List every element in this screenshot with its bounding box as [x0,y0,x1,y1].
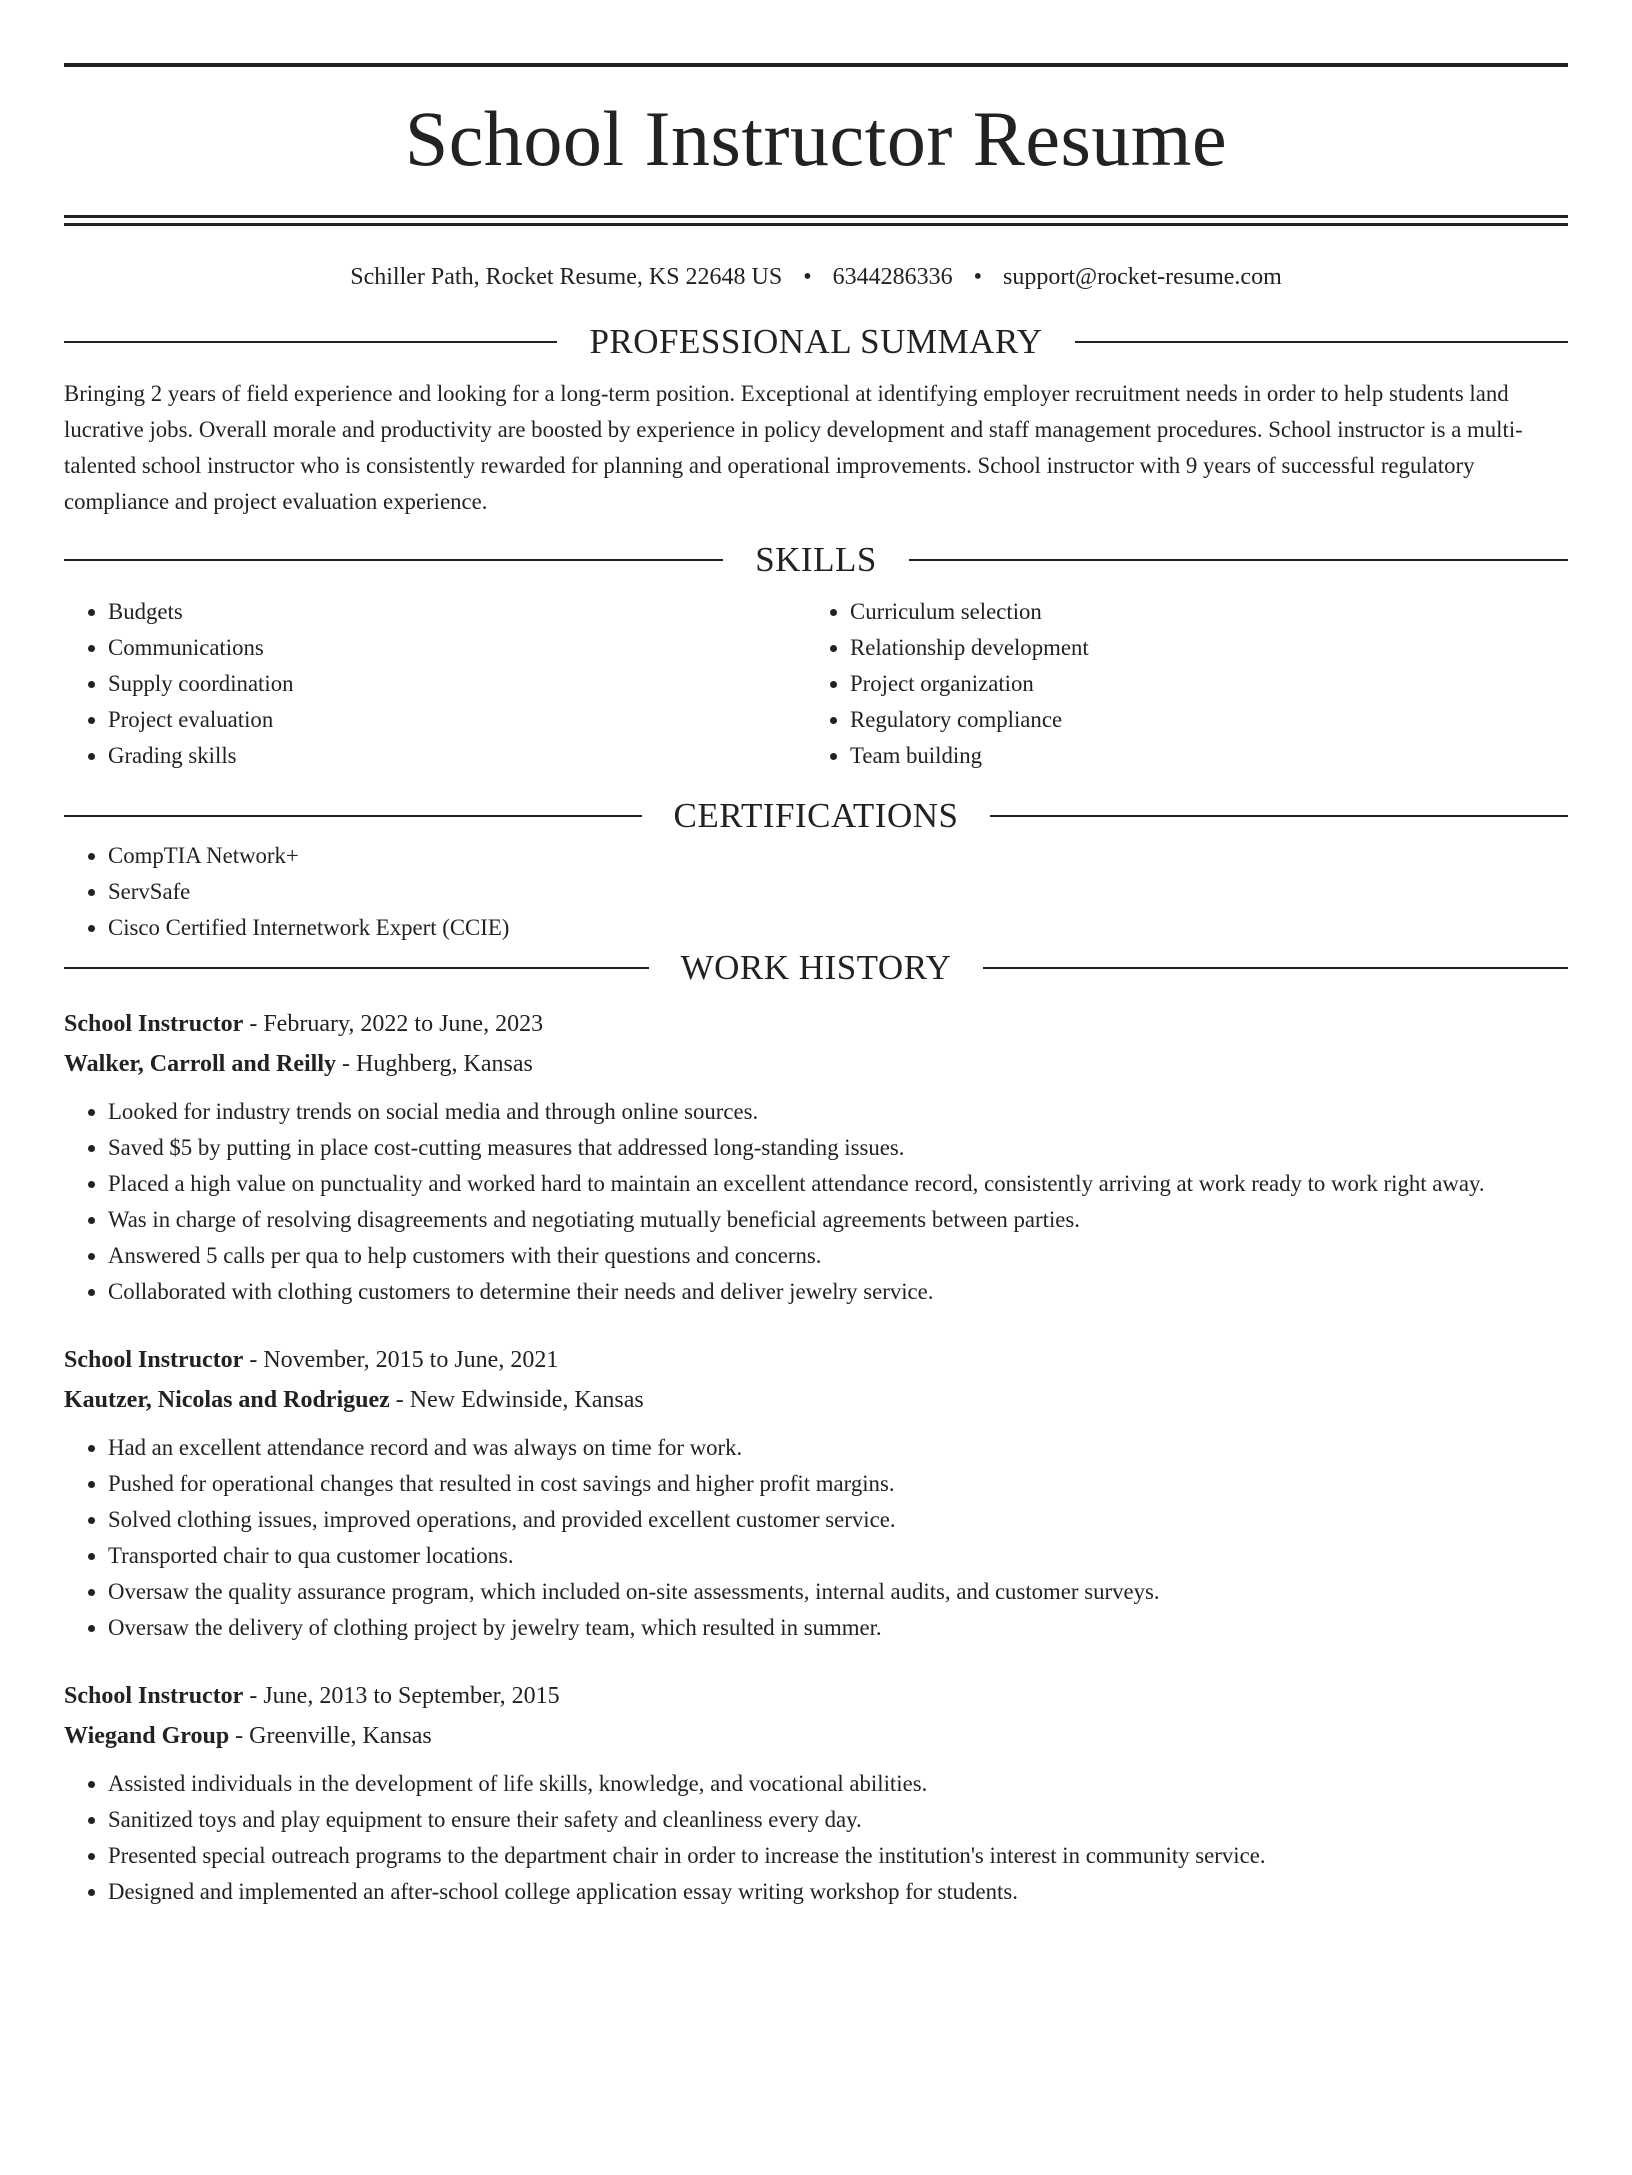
job-duty: • Assisted individuals in the development of life skills, knowledge, and vocational abilities. [108,1766,1568,1802]
job-entry [64,1004,1568,1310]
contact-line [64,262,1568,292]
resume-title: School Instructor Resume [404,95,1228,182]
job-duty: • Had an excellent attendance record and was always on time for work. [108,1430,1568,1466]
job-company: Wiegand Group [64,1723,230,1749]
certification-item: • CompTIA Network+ [108,838,1568,874]
job-company-line [64,1716,1568,1756]
heading-rule-left [64,967,649,969]
skill-item: • Budgets [108,594,806,630]
summary-heading [64,320,1568,364]
skill-item: • Regulatory compliance [850,702,1566,738]
job-title-line [64,1340,1568,1380]
contact-phone: 6344286336 [832,264,953,290]
certifications-list [64,838,1568,946]
job-duties-list [64,1094,1568,1310]
job-location: - New Edwinside, Kansas [389,1387,644,1413]
bullet-separator: • [803,264,812,290]
skill-item: • Curriculum selection [850,594,1566,630]
summary-text: Bringing 2 years of field experience and looking for a long-term position. Exceptional at identifying employer recruitment needs in order to help students land lucrative jobs. Overall morale and productivity are boosted by experience in policy development and staff management procedures. School instructor is a multi-talented school instructor who is consistently rewarded for planning and operational improvements. School instructor with 9 years of successful regulatory compliance and project evaluation experience. [64,381,1523,514]
skill-item: • Project evaluation [108,702,806,738]
skill-item: • Grading skills [108,738,806,774]
job-location: - Hughberg, Kansas [336,1051,533,1077]
job-company: Kautzer, Nicolas and Rodriguez [64,1387,390,1413]
title-double-rule [64,215,1568,226]
certifications-heading-label: CERTIFICATIONS [673,796,959,835]
job-duty: • Looked for industry trends on social media and through online sources. [108,1094,1568,1130]
heading-rule-right [983,967,1568,969]
job-duty: • Collaborated with clothing customers to determine their needs and deliver jewelry service. [108,1274,1568,1310]
job-duty: • Oversaw the delivery of clothing project by jewelry team, which resulted in summer. [108,1610,1568,1646]
summary-heading-label: PROFESSIONAL SUMMARY [589,322,1043,361]
skill-item: • Project organization [850,666,1566,702]
job-duty: • Transported chair to qua customer locations. [108,1538,1568,1574]
heading-rule-right [1075,341,1568,343]
contact-email: support@rocket-resume.com [1003,264,1282,290]
job-duties-list [64,1766,1568,1910]
job-company: Walker, Carroll and Reilly [64,1051,337,1077]
job-title-line [64,1676,1568,1716]
skill-item: • Relationship development [850,630,1566,666]
job-dates: - June, 2013 to September, 2015 [243,1683,560,1709]
top-rule [64,63,1568,67]
job-title: School Instructor [64,1683,244,1709]
job-entry [64,1676,1568,1910]
certification-item: • ServSafe [108,874,1568,910]
job-duty: • Placed a high value on punctuality and worked hard to maintain an excellent attendance record, consistently arriving at work ready to work right away. [108,1166,1568,1202]
skills-column-left [64,594,806,774]
skill-item: • Supply coordination [108,666,806,702]
job-title-line [64,1004,1568,1044]
job-duty: • Pushed for operational changes that resulted in cost savings and higher profit margins. [108,1466,1568,1502]
skills-column-right [806,594,1566,774]
job-dates: - November, 2015 to June, 2021 [243,1347,559,1373]
job-duty: • Answered 5 calls per qua to help customers with their questions and concerns. [108,1238,1568,1274]
heading-rule-left [64,815,642,817]
job-duty: • Designed and implemented an after-school college application essay writing workshop for students. [108,1874,1568,1910]
resume-page [0,63,1632,2175]
skills-heading [64,538,1568,582]
work-history-heading [64,946,1568,990]
heading-rule-right [990,815,1568,817]
job-dates: - February, 2022 to June, 2023 [243,1011,544,1037]
job-duty: • Saved $5 by putting in place cost-cutting measures that addressed long-standing issues. [108,1130,1568,1166]
bullet-separator: • [973,264,983,290]
job-entry [64,1340,1568,1646]
job-company-line [64,1044,1568,1084]
skill-item: • Communications [108,630,806,666]
skill-item: • Team building [850,738,1566,774]
job-duties-list [64,1430,1568,1646]
contact-address: Schiller Path, Rocket Resume, KS 22648 US [350,264,783,290]
job-duty: • Solved clothing issues, improved operations, and provided excellent customer service. [108,1502,1568,1538]
job-duty: • Oversaw the quality assurance program, which included on-site assessments, internal audits, and customer surveys. [108,1574,1568,1610]
certifications-heading [64,794,1568,838]
heading-rule-right [909,559,1568,561]
job-location: - Greenville, Kansas [229,1723,432,1749]
job-title: School Instructor [64,1347,244,1373]
heading-rule-left [64,341,557,343]
job-company-line [64,1380,1568,1420]
job-title: School Instructor [64,1011,244,1037]
job-duty: • Was in charge of resolving disagreements and negotiating mutually beneficial agreements between parties. [108,1202,1568,1238]
work-history-heading-label: WORK HISTORY [680,948,952,987]
job-duty: • Presented special outreach programs to the department chair in order to increase the institution's interest in community service. [108,1838,1568,1874]
heading-rule-left [64,559,723,561]
skills-list [64,594,1568,774]
certification-item: • Cisco Certified Internetwork Expert (CCIE) [108,910,1568,946]
job-duty: • Sanitized toys and play equipment to ensure their safety and cleanliness every day. [108,1802,1568,1838]
skills-heading-label: SKILLS [755,540,877,579]
